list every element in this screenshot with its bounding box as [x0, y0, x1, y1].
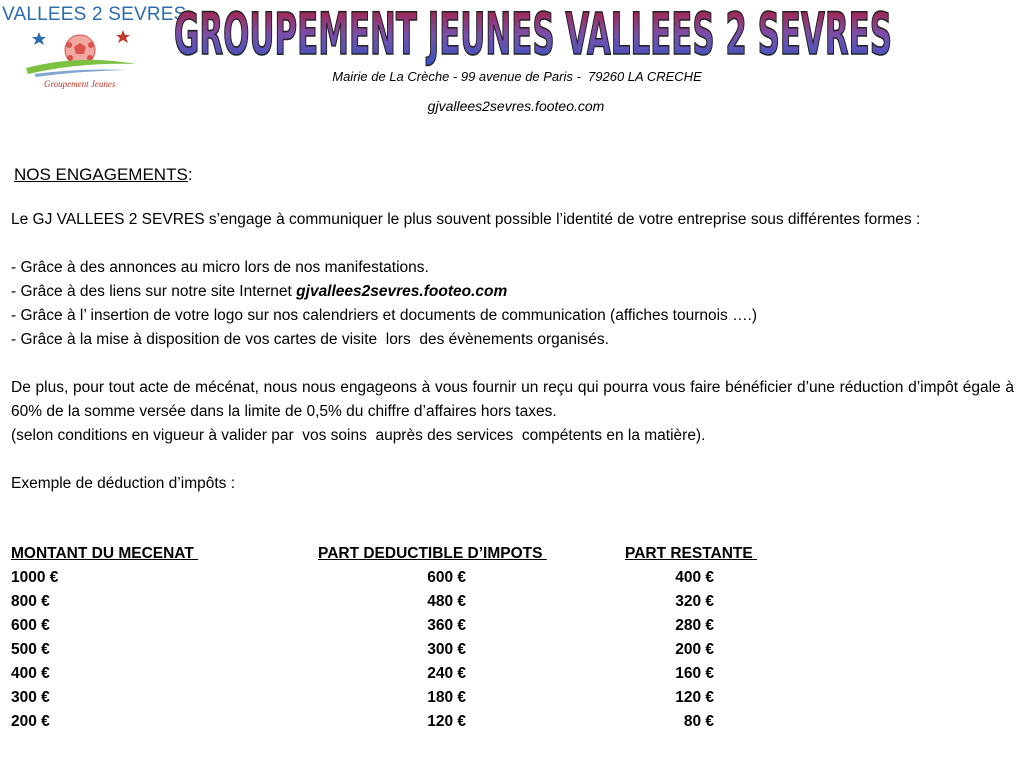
header-montant: MONTANT DU MECENAT [11, 545, 199, 562]
star-left-icon [32, 32, 46, 45]
section-heading-text: NOS ENGAGEMENTS [14, 165, 188, 184]
address: Mairie de La Crèche - 99 avenue de Paris - 79260 LA CRECHE [332, 69, 702, 84]
website[interactable] [0, 98, 1024, 114]
cell-restante: 400 € [675, 569, 714, 586]
cell-restante: 160 € [675, 665, 714, 682]
star-right-icon [116, 30, 130, 43]
cell-deductible: 300 € [427, 641, 466, 658]
cell-montant: 800 € [11, 593, 50, 610]
headline [168, 0, 898, 70]
cell-deductible: 360 € [427, 617, 466, 634]
cell-restante: 320 € [675, 593, 714, 610]
cell-deductible: 180 € [427, 689, 466, 706]
bullet-business-cards: - Grâce à la mise à disposition de vos cartes de visite lors des évènements organisés. [11, 331, 609, 348]
table-row [11, 590, 1011, 614]
bullet-website-links [11, 280, 1014, 304]
cell-restante: 200 € [675, 641, 714, 658]
logo-title: VALLEES 2 SEVRES [2, 4, 187, 25]
table-row [11, 566, 1011, 590]
cell-deductible: 600 € [427, 569, 466, 586]
cell-montant: 500 € [11, 641, 50, 658]
cell-montant: 600 € [11, 617, 50, 634]
example-label: Exemple de déduction d’impôts : [11, 475, 236, 492]
bullet-logo-insertion: - Grâce à l’ insertion de votre logo sur nos calendriers et documents de communication (affiches tournois ….) [11, 307, 758, 324]
table-header-row [11, 542, 1011, 566]
section-heading-colon: : [187, 165, 193, 184]
table-row [11, 638, 1011, 662]
table-row [11, 662, 1011, 686]
header-part-restante: PART RESTANTE [625, 545, 758, 562]
intro-paragraph: Le GJ VALLEES 2 SEVRES s’engage à communiquer le plus souvent possible l’identité de votre entreprise sous différentes formes : [11, 211, 921, 228]
website-link[interactable]: gjvallees2sevres.footeo.com [427, 98, 605, 114]
cell-montant: 200 € [11, 713, 50, 730]
cell-montant: 1000 € [11, 569, 59, 586]
mecenat-paragraph: De plus, pour tout acte de mécénat, nous nous engageons à vous fournir un reçu qui pourra vous faire bénéficier d’une réduction d’impôt égale à 60% de la somme versée dans la limite de 0,5% du chiffre d’affaires hors taxes. [11, 379, 1014, 420]
headline-text: GROUPEMENT JEUNES VALLEES 2 SEVRES [174, 0, 892, 68]
section-heading [14, 165, 193, 185]
cell-restante: 120 € [675, 689, 714, 706]
logo-subtitle: Groupement Jeunes [44, 79, 116, 89]
cell-montant: 400 € [11, 665, 50, 682]
cell-restante: 80 € [683, 713, 714, 730]
conditions-note: (selon conditions en vigueur à valider par vos soins auprès des services compétents en la matière). [11, 427, 706, 444]
deduction-table [11, 542, 1011, 734]
cell-deductible: 480 € [427, 593, 466, 610]
bullet-website-text: - Grâce à des liens sur notre site Internet [11, 283, 297, 300]
bullet-announcements: - Grâce à des annonces au micro lors de nos manifestations. [11, 259, 429, 276]
table-row [11, 710, 1011, 734]
cell-restante: 280 € [675, 617, 714, 634]
header-part-deductible: PART DEDUCTIBLE D’IMPOTS [318, 545, 547, 562]
cell-deductible: 240 € [427, 665, 466, 682]
cell-deductible: 120 € [427, 713, 466, 730]
table-row [11, 686, 1011, 710]
table-row [11, 614, 1011, 638]
cell-montant: 300 € [11, 689, 50, 706]
bullet-website-link[interactable]: gjvallees2sevres.footeo.com [296, 283, 508, 300]
body-text [11, 208, 1014, 496]
